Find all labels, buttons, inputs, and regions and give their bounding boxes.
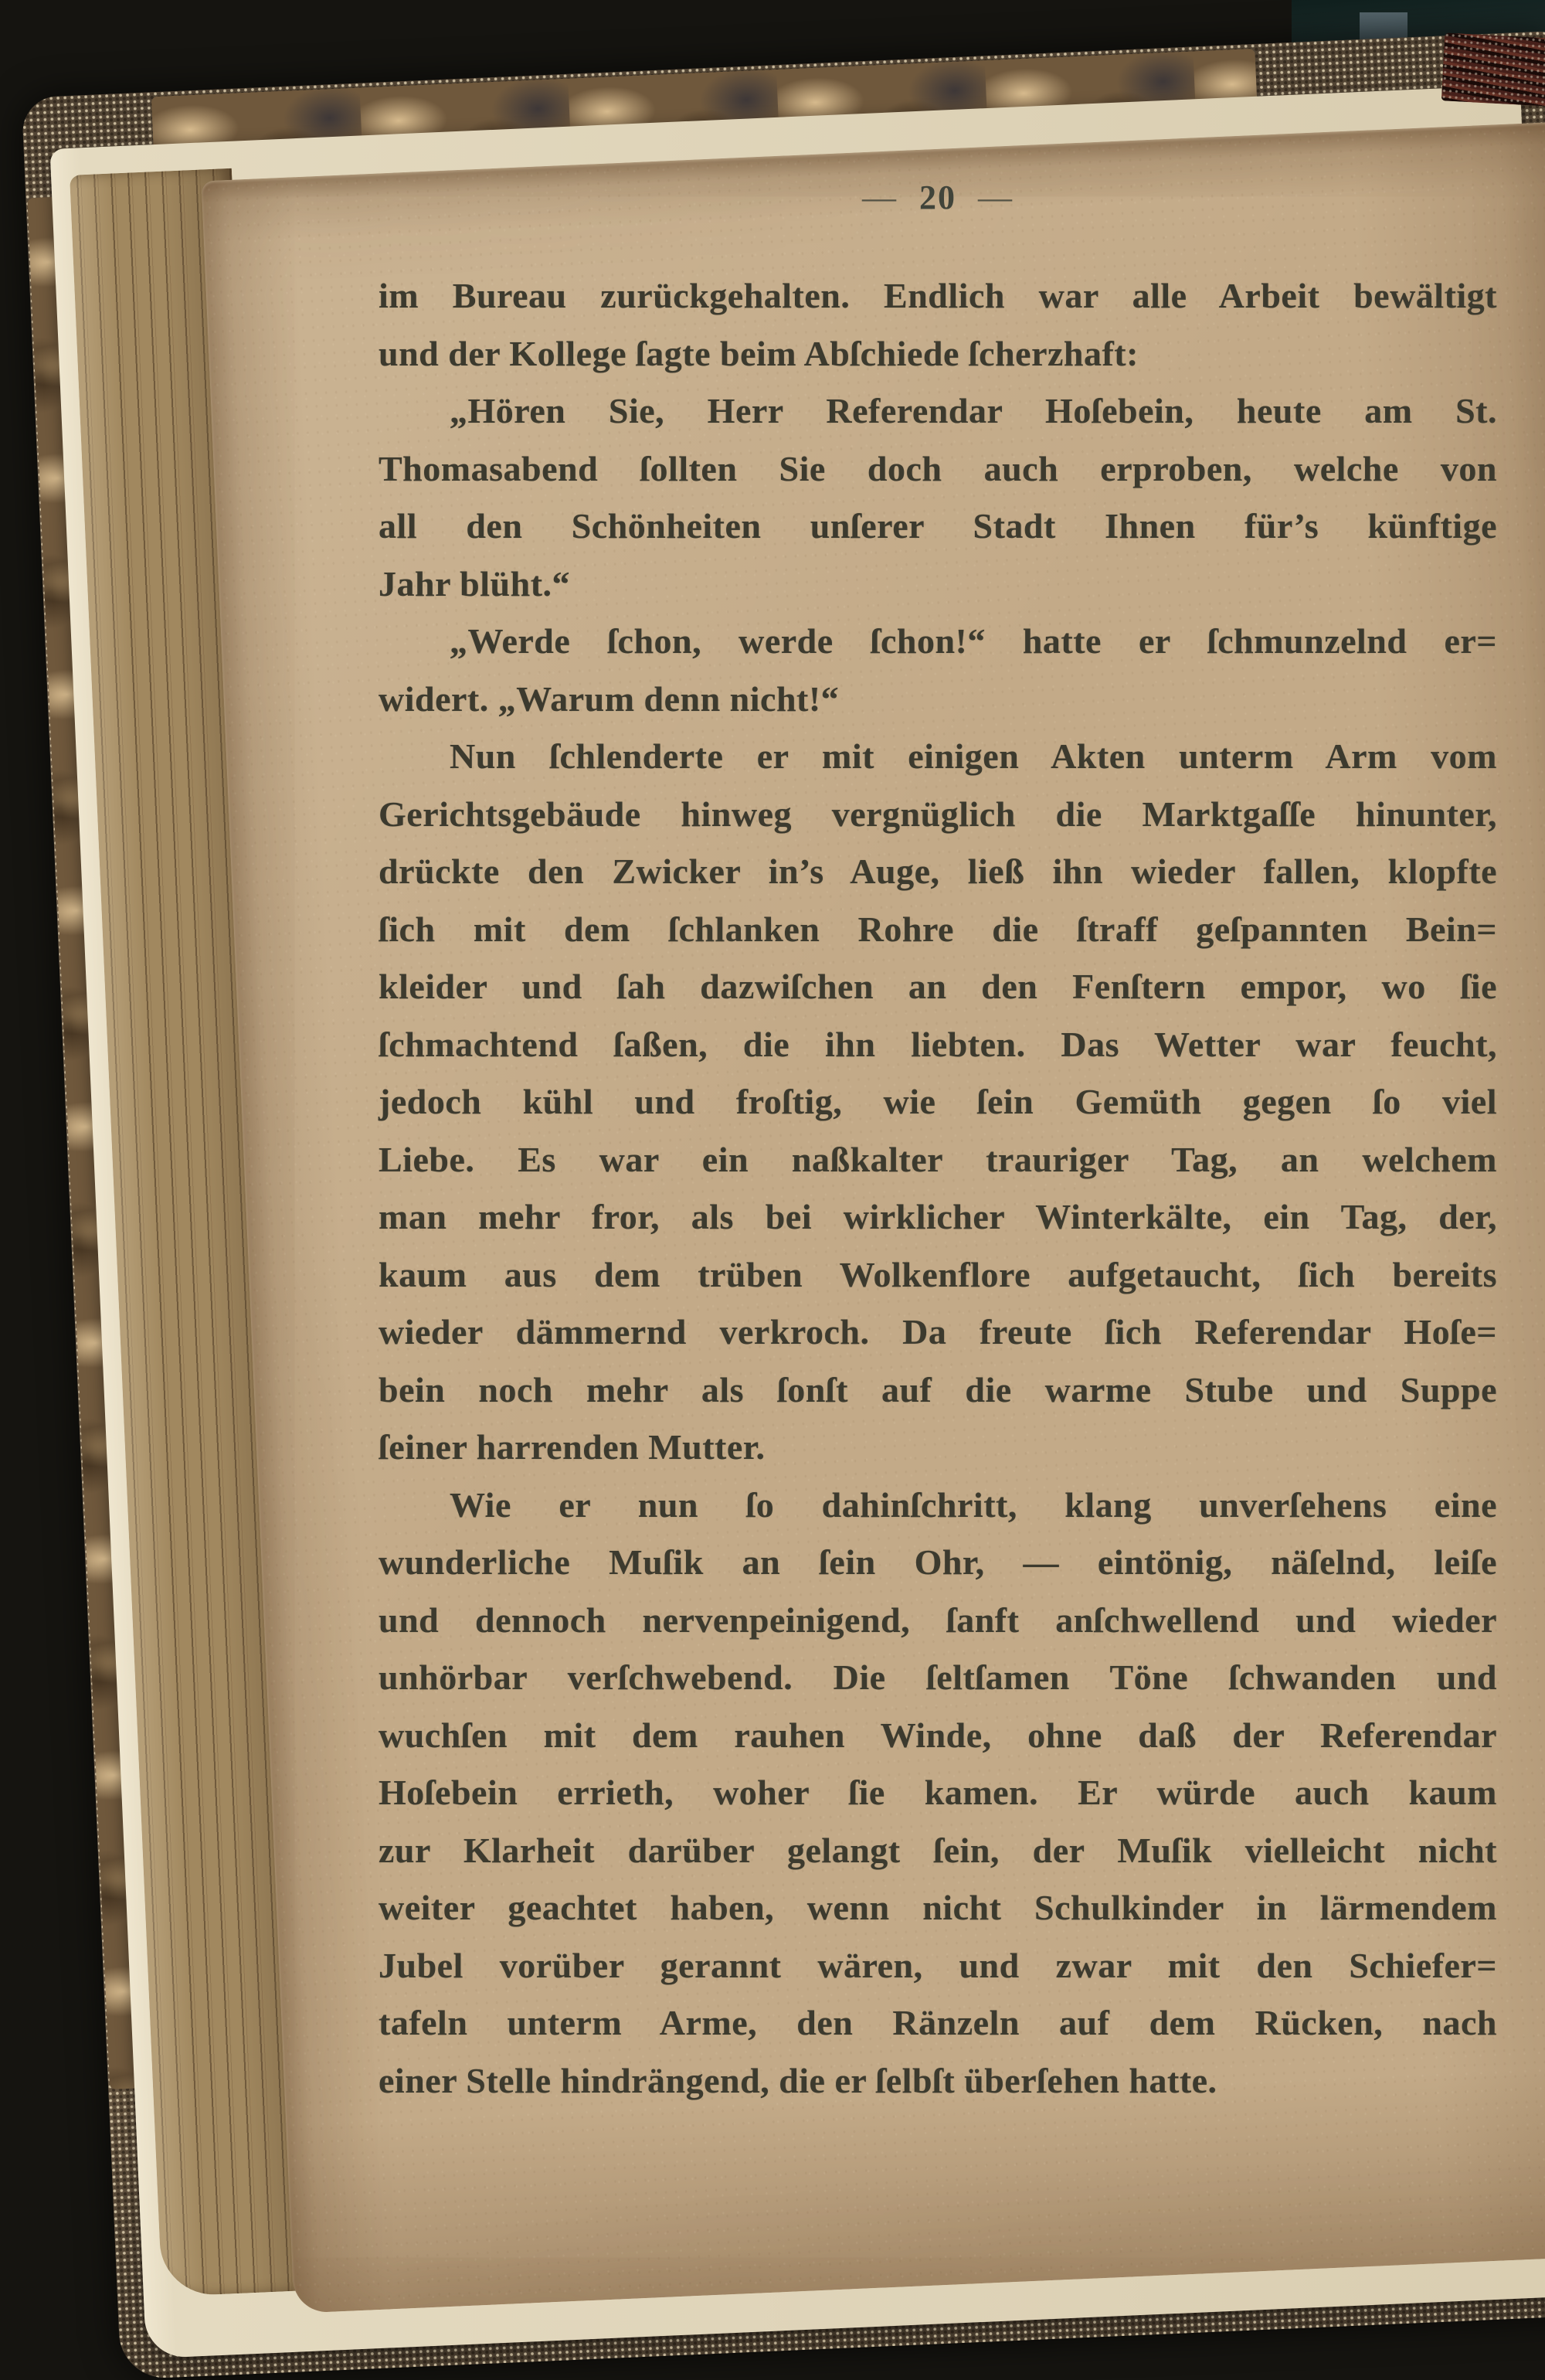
text-line: „Werde ſchon, werde ſchon!“ hatte er ſchmunzelnd er= xyxy=(450,621,1497,661)
text-line: Hoſebein errieth, woher ſie kamen. Er würde auch kaum xyxy=(379,1773,1497,1812)
book-page xyxy=(202,122,1545,2314)
page-header xyxy=(379,162,1497,233)
text-line: drückte den Zwicker in’s Auge, ließ ihn wieder fallen, klopfte xyxy=(379,852,1497,891)
text-line: ſeiner harrenden Mutter. xyxy=(379,1427,766,1467)
text-line: jedoch kühl und froſtig, wie ſein Gemüth gegen ſo viel xyxy=(379,1082,1497,1121)
text-line: kleider und ſah dazwiſchen an den Fenſtern empor, wo ſie xyxy=(379,967,1497,1006)
text-line: ſich mit dem ſchlanken Rohre die ſtraff geſpannten Bein= xyxy=(379,909,1497,949)
text-line: wuchſen mit dem rauhen Winde, ohne daß der Referendar xyxy=(379,1715,1497,1755)
text-line: einer Stelle hindrängend, die er ſelbſt überſehen hatte. xyxy=(379,2060,1217,2100)
text-line: und dennoch nervenpeinigend, ſanft anſchwellend und wieder xyxy=(379,1600,1497,1640)
page-number: 20 xyxy=(919,178,956,216)
binding-band-maroon xyxy=(1441,32,1545,106)
page-number-dash-left: — xyxy=(862,178,898,216)
text-line: Liebe. Es war ein naßkalter trauriger Tag, an welchem xyxy=(379,1139,1497,1179)
text-block xyxy=(379,267,1497,2110)
text-line: widert. „Warum denn nicht!“ xyxy=(379,678,840,719)
text-line: im Bureau zurückgehalten. Endlich war alle Arbeit bewältigt xyxy=(379,276,1497,315)
text-line: wunderliche Muſik an ſein Ohr, — eintönig, näſelnd, leiſe xyxy=(379,1542,1497,1582)
text-line: unhörbar verſchwebend. Die ſeltſamen Töne ſchwanden und xyxy=(379,1658,1497,1697)
text-line: bein noch mehr als ſonſt auf die warme Stube und Suppe xyxy=(379,1369,1497,1409)
text-line: Gerichtsgebäude hinweg vergnüglich die Marktgaſſe hinunter, xyxy=(379,794,1497,834)
text-line: „Hören Sie, Herr Referendar Hoſebein, heute am St. xyxy=(450,391,1497,430)
text-line: weiter geachtet haben, wenn nicht Schulkinder in lärmendem xyxy=(379,1888,1497,1927)
text-line: wieder dämmernd verkroch. Da freute ſich Referendar Hoſe= xyxy=(379,1312,1497,1352)
text-line: Nun ſchlenderte er mit einigen Akten unterm Arm vom xyxy=(450,736,1497,776)
text-line: ſchmachtend ſaßen, die ihn liebten. Das Wetter war feucht, xyxy=(379,1024,1497,1064)
text-line: Jahr blüht.“ xyxy=(379,563,571,604)
text-line: all den Schönheiten unſerer Stadt Ihnen für’s künftige xyxy=(379,506,1497,546)
text-line: und der Kollege ſagte beim Abſchiede ſcherzhaft: xyxy=(379,333,1139,373)
text-line: tafeln unterm Arme, den Ränzeln auf dem Rücken, nach xyxy=(379,2003,1497,2042)
text-line: Jubel vorüber gerannt wären, und zwar mit den Schiefer= xyxy=(379,1945,1497,1985)
printed-text-area xyxy=(379,162,1497,2202)
text-line: Wie er nun ſo dahinſchritt, klang unverſehens eine xyxy=(450,1484,1497,1525)
text-line: Thomasabend ſollten Sie doch auch erproben, welche von xyxy=(379,448,1497,488)
text-line: kaum aus dem trüben Wolkenflore aufgetaucht, ſich bereits xyxy=(379,1254,1497,1294)
text-line: zur Klarheit darüber gelangt ſein, der Muſik vielleicht nicht xyxy=(379,1830,1497,1870)
text-line: man mehr fror, als bei wirklicher Winterkälte, ein Tag, der, xyxy=(379,1197,1497,1236)
page-number-dash-right: — xyxy=(978,178,1014,216)
